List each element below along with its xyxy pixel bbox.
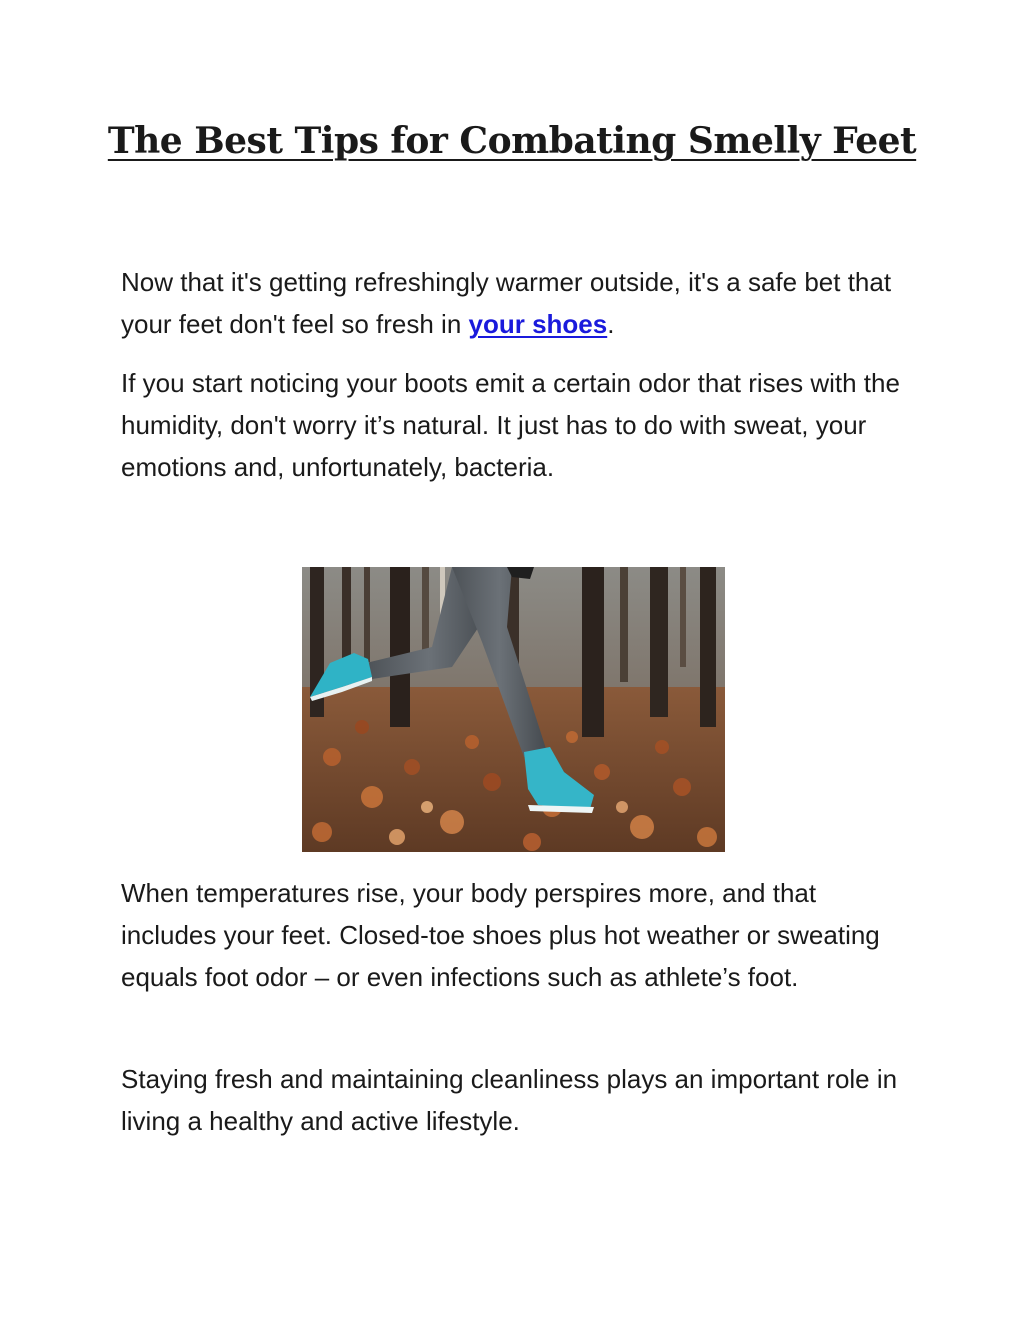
page-title: The Best Tips for Combating Smelly Feet <box>107 120 917 162</box>
running-legs-photo <box>302 567 725 852</box>
forest-runner-illustration <box>302 567 725 852</box>
intro-paragraph <box>121 261 911 345</box>
your-shoes-link[interactable]: your shoes <box>468 309 608 339</box>
intro-text: Now that it's getting refreshingly warmer outside, it's a safe bet that your feet don't feel so fresh in <box>121 267 892 339</box>
lifestyle-paragraph: Staying fresh and maintaining cleanliness plays an important role in living a healthy and active lifestyle. <box>121 1064 898 1136</box>
odor-paragraph: If you start noticing your boots emit a certain odor that rises with the humidity, don't worry it’s natural. It just has to do with sweat, your emotions and, unfortunately, bacteria. <box>121 368 900 482</box>
temperature-paragraph: When temperatures rise, your body perspires more, and that includes your feet. Closed-toe shoes plus hot weather or sweating equals foot odor – or even infections such as athlete’s foot. <box>121 878 880 992</box>
intro-text-end: . <box>607 309 615 339</box>
